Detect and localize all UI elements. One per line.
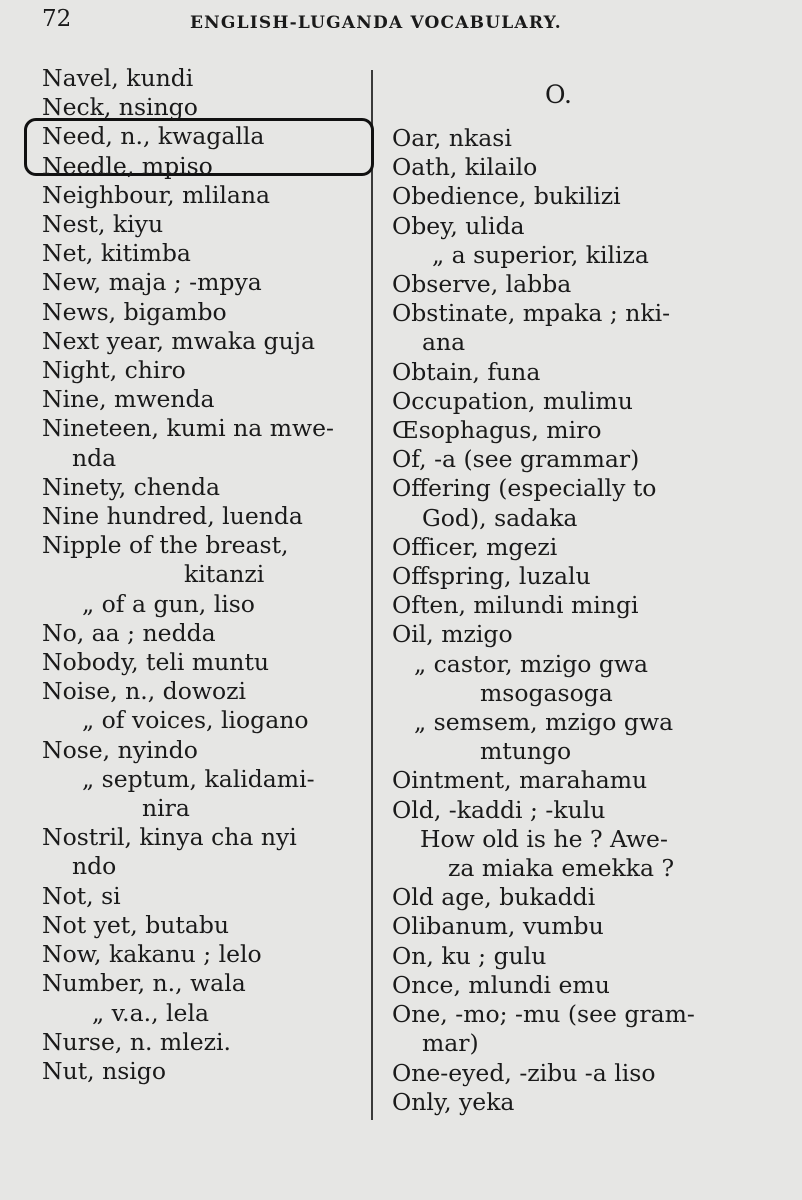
entry: Often, milundi mingi bbox=[392, 591, 639, 620]
entry: One, -mo; -mu (see gram- bbox=[392, 1000, 695, 1029]
entry-highlighted: Needle, mpiso bbox=[42, 151, 213, 180]
column-divider bbox=[371, 70, 373, 1120]
entry: Old age, bukaddi bbox=[392, 883, 596, 912]
entry: Old, -kaddi ; -kulu bbox=[392, 795, 606, 824]
entry-continuation: mar) bbox=[422, 1029, 479, 1058]
entry: Occupation, mulimu bbox=[392, 386, 633, 415]
entry: Night, chiro bbox=[42, 356, 186, 385]
entry: Oar, nkasi bbox=[392, 124, 512, 152]
entry: Number, n., wala bbox=[42, 969, 246, 998]
entry: News, bigambo bbox=[42, 297, 227, 326]
entry: Oath, kilailo bbox=[392, 153, 538, 182]
entry: Ointment, marahamu bbox=[392, 766, 648, 795]
entry: Obstinate, mpaka ; nki- bbox=[392, 299, 671, 328]
entry: Obey, ulida bbox=[392, 211, 525, 240]
entry-continuation: nda bbox=[72, 443, 117, 472]
entry-continuation: ndo bbox=[72, 852, 117, 881]
entry-continuation: mtungo bbox=[480, 737, 572, 766]
entry-continuation: God), sadaka bbox=[422, 503, 578, 532]
entry: Nobody, teli muntu bbox=[42, 648, 270, 677]
entry: Once, mlundi emu bbox=[392, 970, 610, 999]
entry-continuation: kitanzi bbox=[184, 560, 265, 589]
entry: Neck, nsingo bbox=[42, 93, 198, 122]
entry: Offspring, luzalu bbox=[392, 562, 591, 591]
entry-example: za miaka emekka ? bbox=[448, 854, 675, 883]
entry-ditto: „ of a gun, liso bbox=[82, 589, 255, 618]
entry: Olibanum, vumbu bbox=[392, 912, 604, 941]
entry: Not, si bbox=[42, 881, 121, 910]
running-title: ENGLISH-LUGANDA VOCABULARY. bbox=[190, 13, 562, 33]
entry: Observe, labba bbox=[392, 270, 572, 299]
entry: Nest, kiyu bbox=[42, 210, 164, 239]
entry-example: How old is he ? Awe- bbox=[420, 824, 668, 853]
right-column bbox=[392, 124, 714, 1117]
entry-ditto: „ castor, mzigo gwa bbox=[414, 649, 649, 678]
entry-ditto: „ septum, kalidami- bbox=[82, 764, 315, 793]
entry: One-eyed, -zibu -a liso bbox=[392, 1058, 656, 1087]
entry: Officer, mgezi bbox=[392, 532, 558, 561]
entry: Obtain, funa bbox=[392, 357, 541, 386]
entry: Noise, n., dowozi bbox=[42, 677, 247, 706]
entry: Nineteen, kumi na mwe- bbox=[42, 414, 334, 443]
entry: On, ku ; gulu bbox=[392, 941, 547, 970]
entry: New, maja ; -mpya bbox=[42, 268, 262, 297]
entry: Nurse, n. mlezi. bbox=[42, 1027, 231, 1056]
entry: Now, kakanu ; lelo bbox=[42, 940, 262, 969]
entry: Only, yeka bbox=[392, 1087, 515, 1116]
entry-ditto: „ semsem, mzigo gwa bbox=[414, 708, 674, 737]
entry: Nose, nyindo bbox=[42, 735, 198, 764]
entry: Offering (especially to bbox=[392, 474, 657, 503]
entry: Next year, mwaka guja bbox=[42, 326, 316, 355]
entry: Net, kitimba bbox=[42, 239, 191, 268]
page-number: 72 bbox=[42, 6, 72, 32]
entry: Nostril, kinya cha nyi bbox=[42, 823, 297, 852]
entry: Nine hundred, luenda bbox=[42, 502, 303, 531]
entry-highlighted: Need, n., kwagalla bbox=[42, 122, 265, 151]
entry: Nine, mwenda bbox=[42, 385, 215, 414]
entry-ditto: „ of voices, liogano bbox=[82, 706, 309, 735]
entry-continuation: nira bbox=[142, 794, 190, 823]
letter-section-heading: O. bbox=[545, 80, 572, 109]
entry: Of, -a (see grammar) bbox=[392, 445, 640, 474]
entry-continuation: ana bbox=[422, 328, 466, 357]
entry: Ninety, chenda bbox=[42, 472, 221, 501]
entry: Oil, mzigo bbox=[392, 620, 513, 649]
entry: Nut, nsigo bbox=[42, 1056, 166, 1085]
entry: Œsophagus, miro bbox=[392, 416, 602, 445]
entry: Nipple of the breast, bbox=[42, 531, 289, 560]
entry: Neighbour, mlilana bbox=[42, 180, 271, 209]
entry-ditto: „ v.a., lela bbox=[92, 998, 209, 1027]
entry-ditto: „ a superior, kiliza bbox=[432, 240, 649, 269]
entry: Navel, kundi bbox=[42, 64, 194, 92]
entry: Obedience, bukilizi bbox=[392, 182, 621, 211]
entry: No, aa ; nedda bbox=[42, 618, 216, 647]
entry-continuation: msogasoga bbox=[480, 678, 613, 707]
entry: Not yet, butabu bbox=[42, 910, 230, 939]
left-column bbox=[42, 64, 354, 1086]
